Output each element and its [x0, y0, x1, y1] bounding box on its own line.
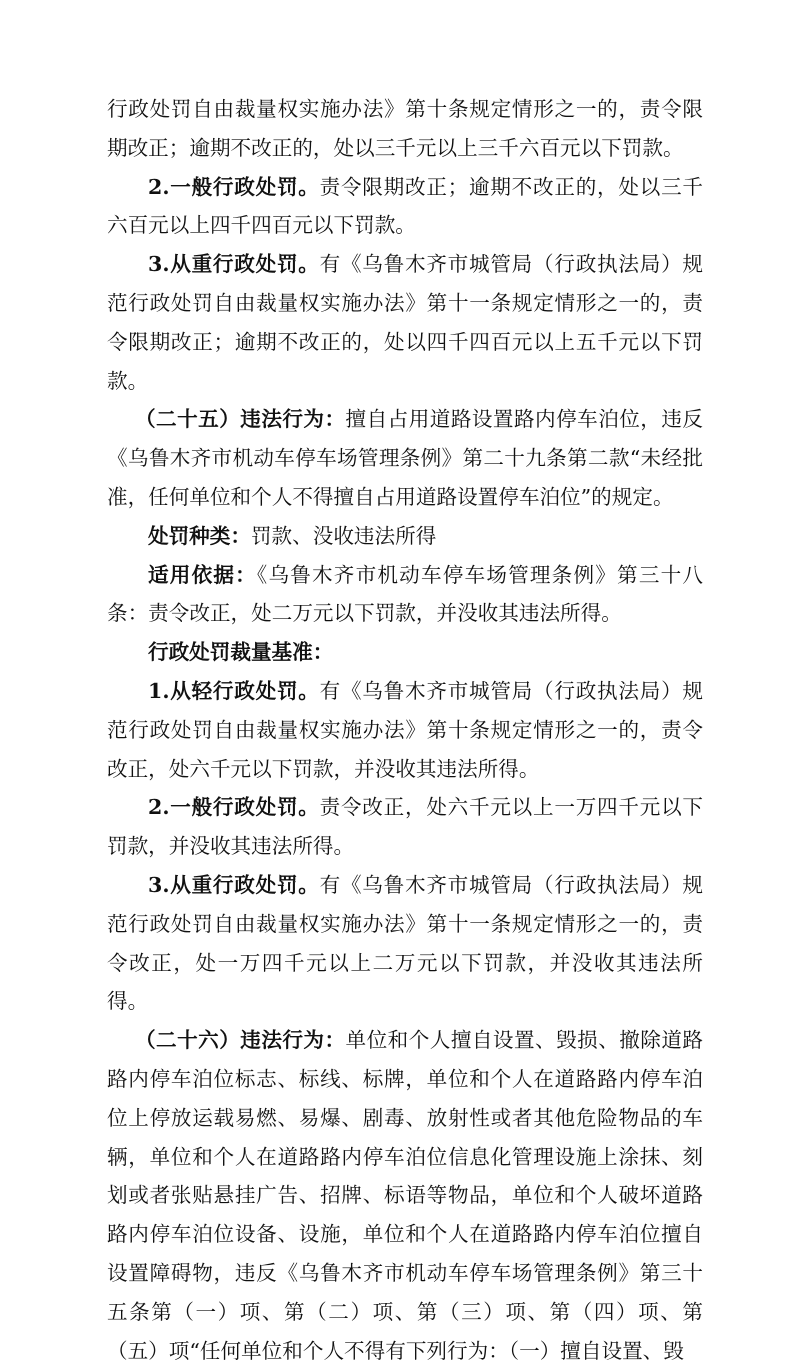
paragraph-4 — [107, 400, 703, 516]
paragraph-9-text: 责令改正，处六千元以上一万四千元以下罚款，并没收其违法所得。 — [107, 795, 703, 859]
paragraph-2-heading: 2.一般行政处罚。 — [148, 174, 320, 199]
paragraph-2 — [107, 168, 703, 246]
paragraph-3-heading: 3.从重行政处罚。 — [148, 252, 320, 277]
paragraph-6 — [107, 556, 703, 634]
paragraph-10 — [107, 866, 703, 1021]
paragraph-1-text: 行政处罚自由裁量权实施办法》第十条规定情形之一的，责令限期改正；逾期不改正的，处以三千元以上三千六百元以下罚款。 — [107, 97, 703, 160]
paragraph-6-text: 《乌鲁木齐市机动车停车场管理条例》第三十八条：责令改正，处二万元以下罚款，并没收其违法所得。 — [107, 562, 704, 626]
paragraph-11-text: 单位和个人擅自设置、毁损、撤除道路路内停车泊位标志、标线、标牌，单位和个人在道路路内停车泊位上停放运载易燃、易爆、剧毒、放射性或者其他危险物品的车辆，单位和个人在道路路内停车泊位信息化管理设施上涂抹、刻划或者张贴悬挂广告、招牌、标语等物品，单位和个人破坏道路路内停车泊位设备、设施，单位和个人在道路路内停车泊位擅自设置障碍物，违反《乌鲁木齐市机动车停车场管理条例》第三十五条第（一）项、第（二）项、第（三）项、第（四）项、第（五）项“任何单位和个人不得有下列行为：（一）擅自设置、毁 — [107, 1028, 704, 1363]
paragraph-8 — [107, 672, 703, 788]
paragraph-5-heading: 处罚种类： — [148, 523, 251, 548]
paragraph-7-heading: 行政处罚裁量基准： — [148, 640, 334, 665]
paragraph-3-text: 有《乌鲁木齐市城管局（行政执法局）规范行政处罚自由裁量权实施办法》第十一条规定情形之一的，责令限期改正；逾期不改正的，处以四千四百元以上五千元以下罚款。 — [107, 252, 703, 393]
paragraph-5 — [107, 517, 703, 556]
paragraph-4-text: 擅自占用道路设置路内停车泊位，违反《乌鲁木齐市机动车停车场管理条例》第二十九条第二款“未经批准，任何单位和个人不得擅自占用道路设置停车泊位”的规定。 — [107, 407, 704, 509]
paragraph-11 — [107, 1021, 703, 1370]
paragraph-4-heading: （二十五）违法行为： — [135, 407, 346, 432]
paragraph-5-text: 罚款、没收违法所得 — [250, 523, 437, 548]
paragraph-8-text: 有《乌鲁木齐市城管局（行政执法局）规范行政处罚自由裁量权实施办法》第十条规定情形之一的，责令改正，处六千元以下罚款，并没收其违法所得。 — [107, 678, 703, 781]
paragraph-3 — [107, 245, 703, 400]
paragraph-2-text: 责令限期改正；逾期不改正的，处以三千六百元以上四千四百元以下罚款。 — [107, 174, 703, 238]
paragraph-7 — [107, 633, 703, 672]
paragraph-10-text: 有《乌鲁木齐市城管局（行政执法局）规范行政处罚自由裁量权实施办法》第十一条规定情形之一的，责令改正，处一万四千元以上二万元以下罚款，并没收其违法所得。 — [107, 872, 703, 1014]
document-body — [107, 90, 703, 1370]
paragraph-10-heading: 3.从重行政处罚。 — [148, 872, 320, 897]
paragraph-11-heading: （二十六）违法行为： — [135, 1028, 346, 1053]
paragraph-9-heading: 2.一般行政处罚。 — [148, 795, 320, 820]
paragraph-9 — [107, 788, 703, 866]
paragraph-6-heading: 适用依据： — [148, 562, 257, 587]
paragraph-1 — [107, 90, 703, 168]
paragraph-8-heading: 1.从轻行政处罚。 — [148, 678, 320, 703]
